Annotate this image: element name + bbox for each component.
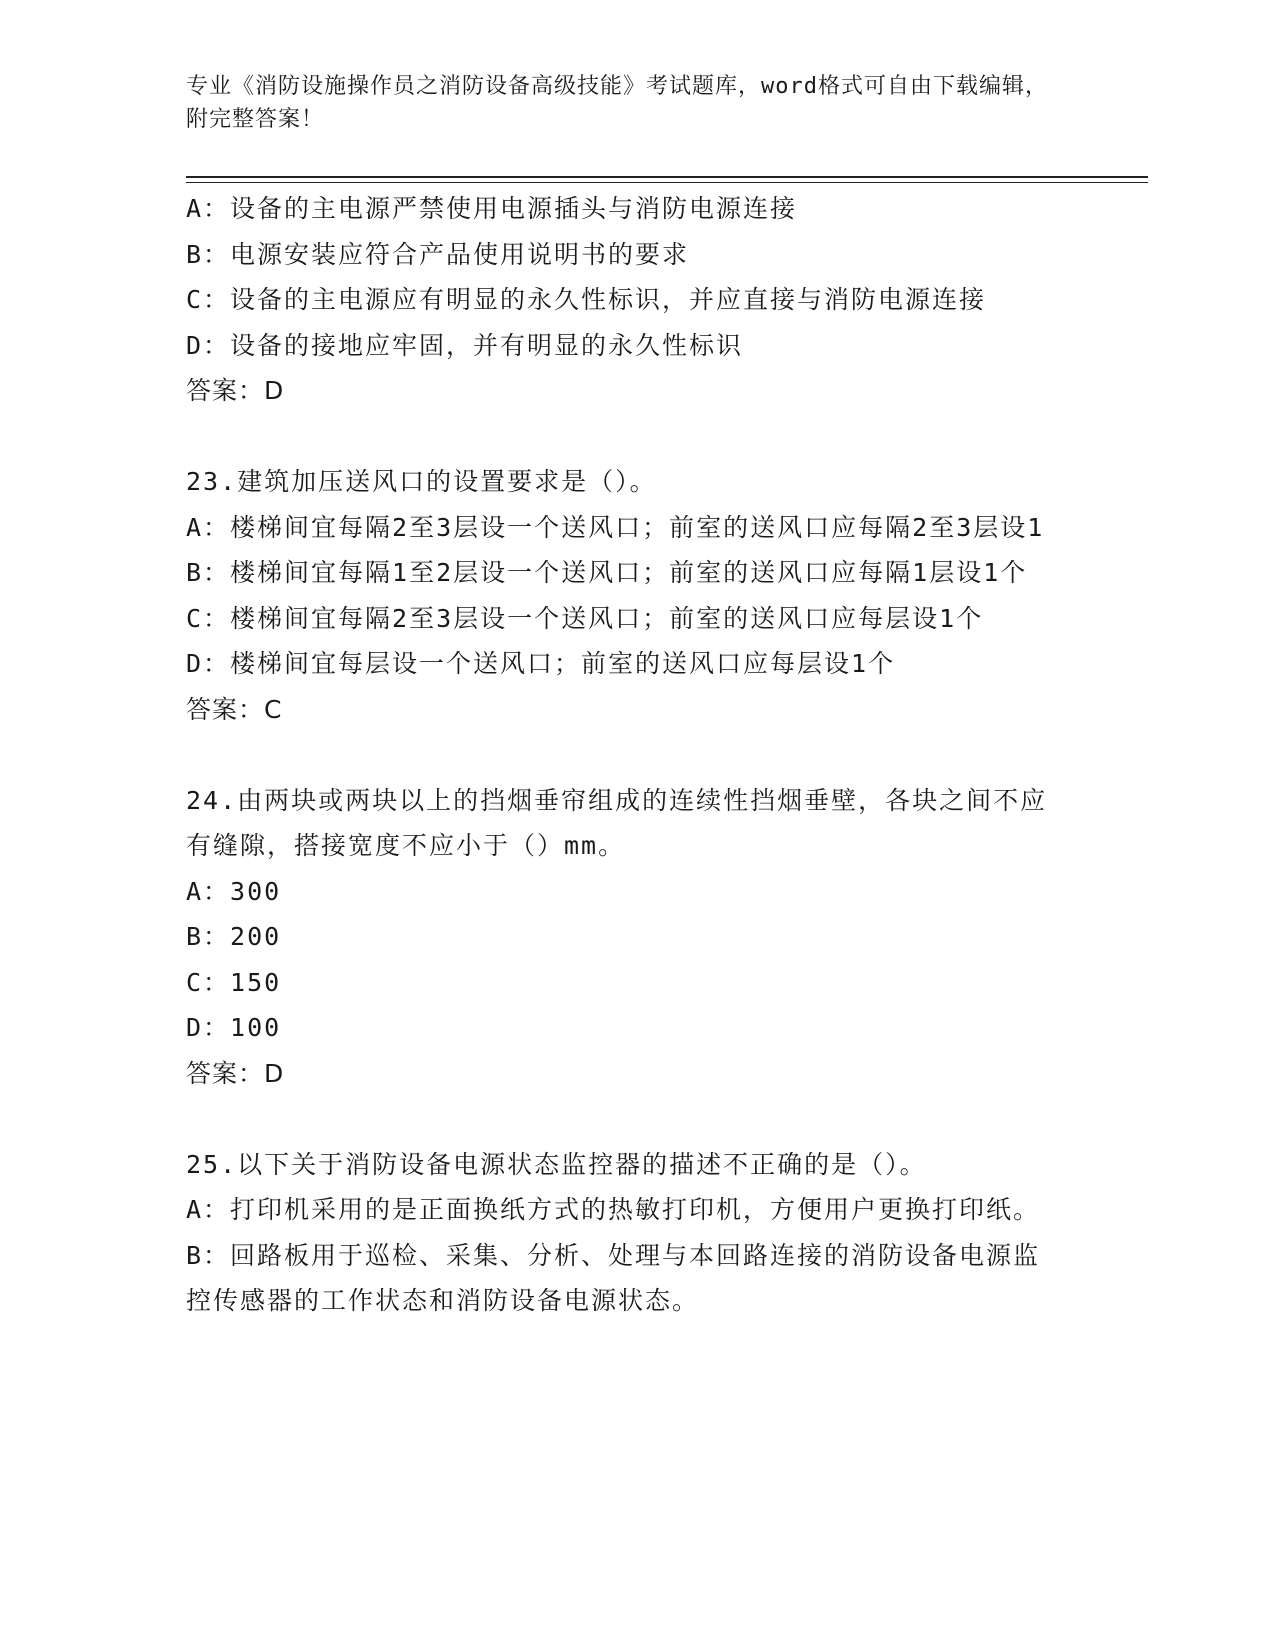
option-b: B：200 [186, 922, 282, 951]
question-content [186, 186, 1066, 1324]
option-c: C：楼梯间宜每隔2至3层设一个送风口；前室的送风口应每层设1个 [186, 603, 984, 633]
option-c: C：150 [186, 967, 282, 997]
spacer [186, 732, 1066, 778]
question-24 [186, 778, 1066, 1097]
question-text: 24.由两块或两块以上的挡烟垂帘组成的连续性挡烟垂壁，各块之间不应有缝隙，搭接宽度不应小于（）mm。 [186, 785, 1048, 860]
option-d: D：楼梯间宜每层设一个送风口；前室的送风口应每层设1个 [186, 649, 896, 678]
option-b: B：电源安装应符合产品使用说明书的要求 [186, 239, 690, 269]
spacer [186, 414, 1066, 460]
option-a: A：打印机采用的是正面换纸方式的热敏打印机，方便用户更换打印纸。 [186, 1195, 1041, 1224]
answer: 答案：D [186, 1058, 285, 1088]
question-text: 25.以下关于消防设备电源状态监控器的描述不正确的是（）。 [186, 1149, 927, 1179]
document-header: 专业《消防设施操作员之消防设备高级技能》考试题库，word格式可自由下载编辑，附完整答案！ [186, 74, 1048, 132]
option-c: C：设备的主电源应有明显的永久性标识，并应直接与消防电源连接 [186, 285, 987, 314]
spacer [186, 1096, 1066, 1142]
option-d: D：设备的接地应牢固，并有明显的永久性标识 [186, 330, 744, 360]
answer: 答案：C [186, 694, 283, 724]
header-divider [186, 176, 1148, 178]
answer: 答案：D [186, 376, 285, 405]
header-divider-thin [186, 182, 1148, 183]
option-b: B：回路板用于巡检、采集、分析、处理与本回路连接的消防设备电源监控传感器的工作状态和消防设备电源状态。 [186, 1240, 1041, 1315]
question-22 [186, 186, 1066, 414]
question-25 [186, 1142, 1066, 1324]
question-text: 23.建筑加压送风口的设置要求是（）。 [186, 467, 657, 496]
option-a: A：设备的主电源严禁使用电源插头与消防电源连接 [186, 194, 798, 223]
option-d: D：100 [186, 1013, 282, 1042]
option-a: A：楼梯间宜每隔2至3层设一个送风口；前室的送风口应每隔2至3层设1 [186, 512, 1045, 542]
question-23 [186, 459, 1066, 732]
option-a: A：300 [186, 876, 282, 906]
option-b: B：楼梯间宜每隔1至2层设一个送风口；前室的送风口应每隔1层设1个 [186, 558, 1028, 587]
